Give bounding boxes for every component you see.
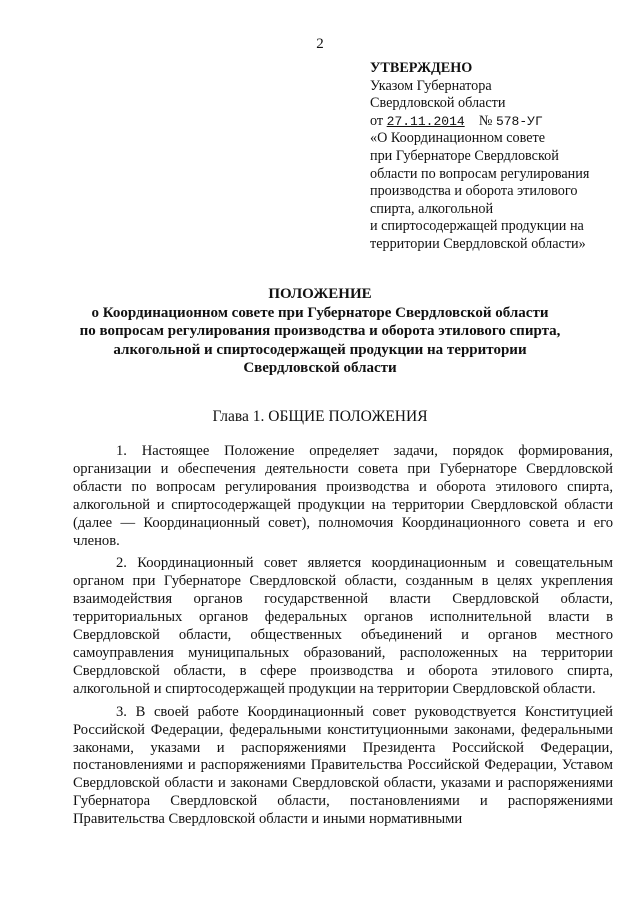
approval-line: Свердловской области [370, 95, 506, 112]
decree-title-line: области по вопросам регулирования [370, 165, 590, 182]
decree-title-line: «О Координационном совете [370, 130, 546, 147]
document-subtitle-line: по вопросам регулирования производства и оборота этилового спирта, [79, 323, 561, 340]
decree-date: 27.11.2014 [386, 113, 465, 129]
document-title-block [0, 285, 640, 378]
document-body [73, 443, 613, 834]
approval-block [370, 60, 620, 254]
decree-title-line: при Губернаторе Свердловской [370, 147, 559, 164]
paragraph: 2. Координационный совет является координационным и совещательным органом при Губернаторе Свердловской области, созданным в целях укрепления взаимодействия органов государственной власти Свердловской области, территориальных органов федеральных органов исполнительной власти в Свердловской области, общественных объединений и органов местного самоуправления муниципальных образований, расположенных на территории Свердловской области, в сфере производства и оборота этилового спирта, алкогольной и спиртосодержащей продукции на территории Свердловской области. [73, 555, 613, 697]
document-subtitle-line: алкогольной и спиртосодержащей продукции на территории [113, 341, 527, 358]
chapter-heading: Глава 1. ОБЩИЕ ПОЛОЖЕНИЯ [212, 408, 428, 425]
page-number: 2 [316, 36, 324, 52]
document-title: ПОЛОЖЕНИЕ [268, 286, 372, 302]
number-prefix: № [478, 112, 493, 129]
decree-number: 578-УГ [495, 113, 543, 129]
decree-title-line: и спиртосодержащей продукции на [370, 218, 584, 235]
date-prefix: от [370, 112, 384, 129]
decree-date-number [370, 113, 620, 131]
decree-title-line: производства и оборота этилового [370, 183, 578, 200]
approval-heading: УТВЕРЖДЕНО [370, 60, 473, 76]
document-subtitle-line: Свердловской области [243, 360, 397, 377]
paragraph: 3. В своей работе Координационный совет руководствуется Конституцией Российской Федерации, федеральными конституционными законами, федеральными законами, указами и распоряжениями Президента Российской Федерации, постановлениями и распоряжениями Правительства Российской Федерации, Уставом Свердловской области и законами Свердловской области, указами и распоряжениями Губернатора Свердловской области, постановлениями и распоряжениями Правительства Свердловской области и иными нормативными [73, 703, 613, 828]
document-subtitle-line: о Координационном совете при Губернаторе Свердловской области [91, 304, 549, 321]
decree-title-line: спирта, алкогольной [370, 200, 494, 217]
approval-line: Указом Губернатора [370, 77, 492, 94]
paragraph: 1. Настоящее Положение определяет задачи, порядок формирования, организации и обеспечения деятельности совета при Губернаторе Свердловской области по вопросам регулирования производства и оборота этилового спирта, алкогольной и спиртосодержащей продукции на территории Свердловской области (далее — Координационный совет), полномочия Координационного совета и его членов. [73, 443, 613, 549]
decree-title-line: территории Свердловской области» [370, 235, 586, 252]
